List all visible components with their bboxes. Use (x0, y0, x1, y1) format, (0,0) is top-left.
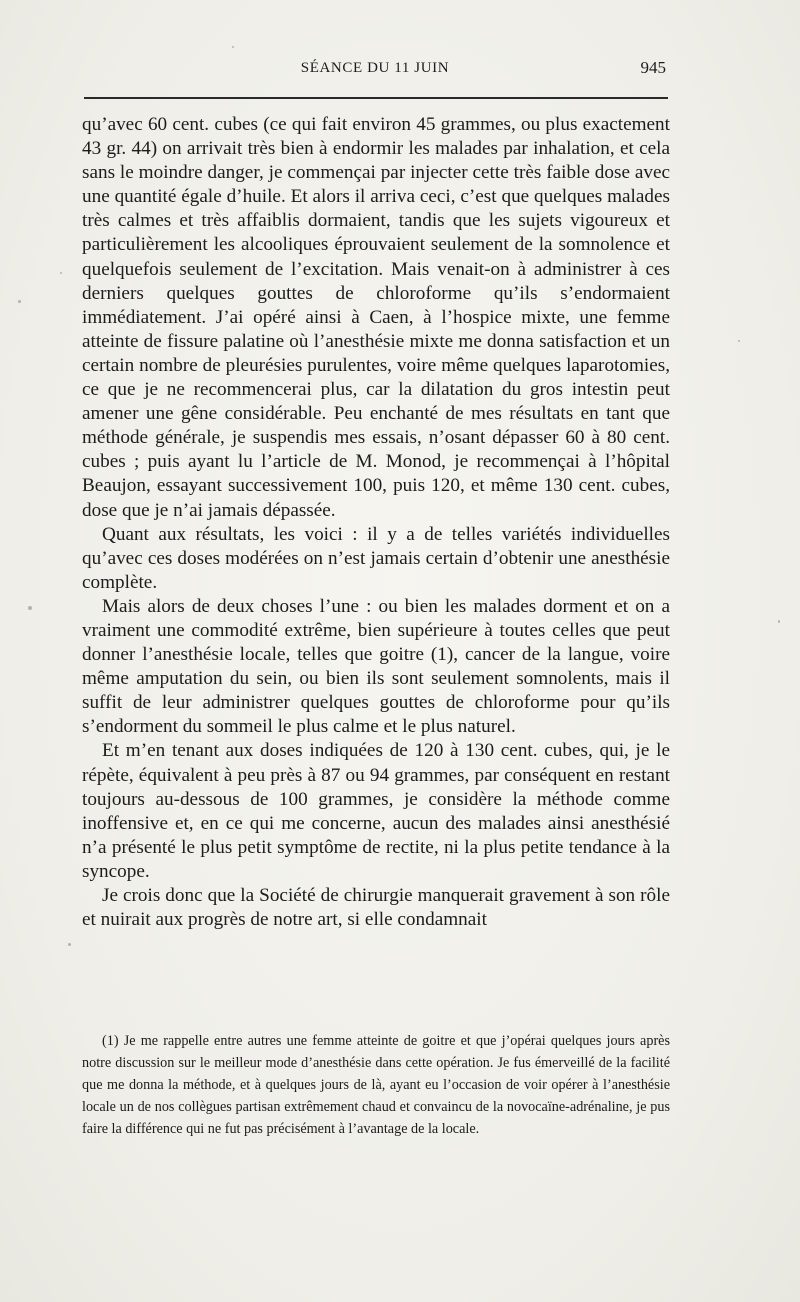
running-title: SÉANCE DU 11 JUIN (300, 60, 450, 76)
paragraph-5: Je crois donc que la Société de chirurgie manquerait gravement à son rôle et nuirait aux progrès de notre art, si elle condamnait (82, 885, 670, 931)
scan-speck (28, 606, 32, 610)
header-rule (84, 97, 668, 99)
scan-speck (68, 943, 71, 946)
footnote-text: (1) Je me rappelle entre autres une femme atteinte de goitre et que j’opérai quelques jours après notre discussion sur le meilleur mode d’anesthésie dans cette opération. Je fus émerveillé de la facilité que me donna la méthode, et à quelques jours de là, ayant eu l’occasion de voir opérer à l’anesthésie locale un de nos collègues partisan extrêmement chaud et convaincu de la novocaïne-adrénaline, je pus faire la différence qui ne fut pas précisément à l’avantage de la locale. (82, 1033, 670, 1137)
footnote (82, 1030, 670, 1140)
paragraph-1: qu’avec 60 cent. cubes (ce qui fait environ 45 grammes, ou plus exactement 43 gr. 44) on arrivait très bien à endormir les malades par inhalation, et cela sans le moindre danger, je commençai par injecter cette très faible dose avec une quantité égale d’huile. Et alors il arriva ceci, c’est que quelques malades très calmes et très affaiblis dormaient, tandis que les sujets vigoureux et particulièrement les alcooliques éprouvaient seulement de la somnolence et quelquefois seulement de l’excitation. Mais venait-on à administrer à ces derniers quelques gouttes de chloroforme qu’ils s’endormaient immédiatement. J’ai opéré ainsi à Caen, à l’hospice mixte, une femme atteinte de fissure palatine où l’anesthésie mixte me donna satisfaction et un certain nombre de pleurésies purulentes, voire même quelques laparotomies, ce que je ne recommencerai plus, car la dilatation du gros intestin peut amener une gêne considérable. Peu enchanté de mes résultats en tant que méthode générale, je suspendis mes essais, n’osant dépasser 60 à 80 cent. cubes ; puis ayant lu l’article de M. Monod, je recommençai à l’hôpital Beaujon, essayant successivement 100, puis 120, et même 130 cent. cubes, dose que je n’ai jamais dépassée. (82, 114, 670, 521)
scan-speck (18, 300, 21, 303)
paragraph-4: Et m’en tenant aux doses indiquées de 120 à 130 cent. cubes, qui, je le répète, équivalent à peu près à 87 ou 94 grammes, par conséquent en restant toujours au-dessous de 100 grammes, je considère la méthode comme inoffensive et, en ce qui me concerne, aucun des malades ainsi anesthésié n’a présenté le plus petit symptôme de rectite, ni la plus petite tendance à la syncope. (82, 740, 670, 882)
scan-speck (738, 340, 740, 342)
paragraph-2: Quant aux résultats, les voici : il y a de telles variétés individuelles qu’avec ces doses modérées on n’est jamais certain d’obtenir une anesthésie complète. (82, 523, 670, 593)
paragraph-3: Mais alors de deux choses l’une : ou bien les malades dorment et on a vraiment une commodité extrême, bien supérieure à toutes celles que peut donner l’anesthésie locale, telles que goitre (1), cancer de la langue, voire même amputation du sein, ou bien ils sont seulement somnolents, mais il suffit de leur administrer quelques gouttes de chloroforme pour qu’ils s’endorment du sommeil le plus calme et le plus naturel. (82, 595, 670, 738)
scan-speck (60, 272, 62, 274)
scan-speck (232, 46, 234, 48)
scan-speck (778, 620, 780, 623)
body-text (82, 113, 670, 932)
page-header (82, 58, 668, 84)
page-number: 945 (640, 58, 666, 77)
